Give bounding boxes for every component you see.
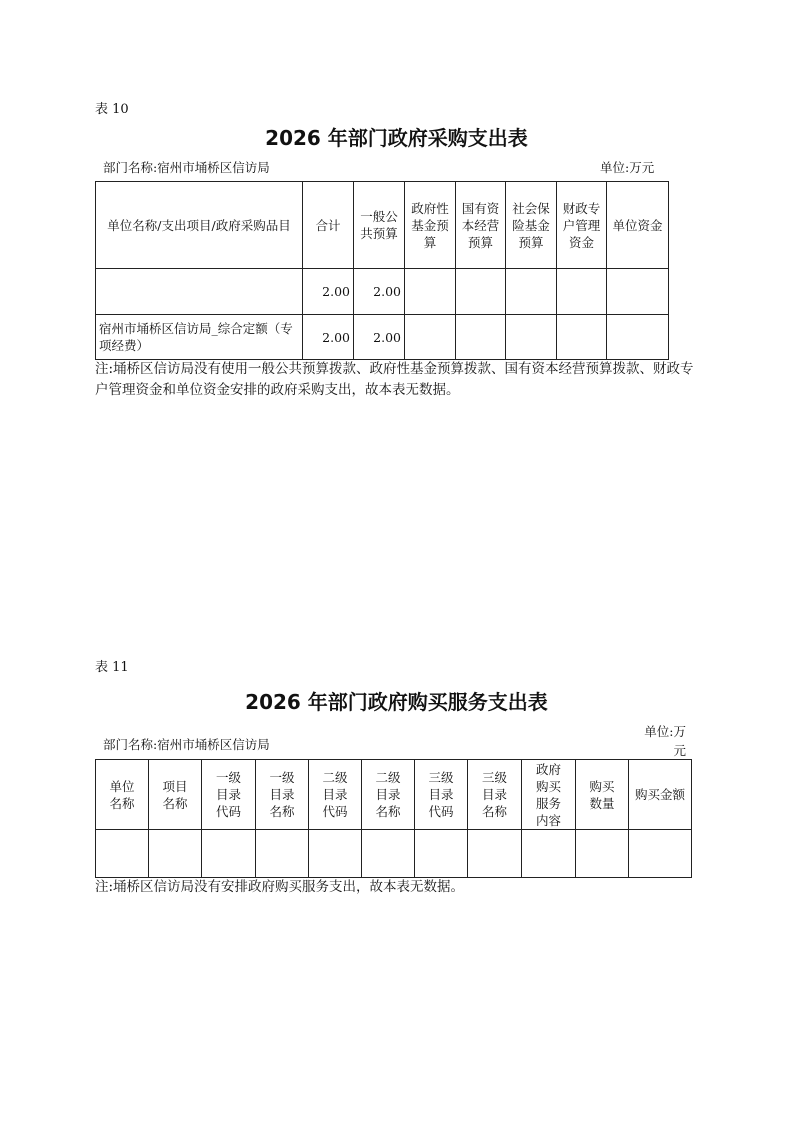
cell — [202, 830, 256, 878]
header-cell: 合计 — [303, 182, 354, 269]
table-row — [96, 269, 669, 315]
header-cell: 项目名称 — [149, 760, 202, 830]
header-cell: 国有资本经营预算 — [456, 182, 506, 269]
cell — [506, 315, 557, 360]
cell — [405, 315, 456, 360]
table10-unit: 单位:万元 — [600, 160, 655, 175]
header-cell: 购买数量 — [576, 760, 629, 830]
cell — [522, 830, 576, 878]
cell — [309, 830, 362, 878]
cell — [468, 830, 522, 878]
header-cell: 单位名称 — [96, 760, 149, 830]
cell: 2.00 — [354, 315, 405, 360]
header-cell: 单位资金 — [607, 182, 669, 269]
table10-note: 注:埇桥区信访局没有使用一般公共预算拨款、政府性基金预算拨款、国有资本经营预算拨款、财政专户管理资金和单位资金安排的政府采购支出，故本表无数据。 — [95, 361, 694, 398]
cell — [405, 269, 456, 315]
cell — [607, 315, 669, 360]
cell — [96, 830, 149, 878]
header-cell: 政府购买服务内容 — [522, 760, 576, 830]
cell — [576, 830, 629, 878]
table10-dept: 部门名称:宿州市埇桥区信访局 — [103, 160, 270, 175]
header-cell: 财政专户管理资金 — [557, 182, 607, 269]
header-cell: 社会保险基金预算 — [506, 182, 557, 269]
table11-label: 表 11 — [95, 660, 129, 675]
cell — [607, 269, 669, 315]
service-purchase-table — [95, 759, 692, 878]
header-cell: 单位名称/支出项目/政府采购品目 — [96, 182, 303, 269]
cell — [557, 269, 607, 315]
cell — [557, 315, 607, 360]
cell — [456, 269, 506, 315]
table-row — [96, 830, 692, 878]
table11-title: 2026 年部门政府购买服务支出表 — [245, 690, 548, 714]
header-cell: 三级目录名称 — [468, 760, 522, 830]
table11-dept: 部门名称:宿州市埇桥区信访局 — [103, 737, 270, 752]
header-cell: 一级目录名称 — [256, 760, 309, 830]
header-cell: 三级目录代码 — [415, 760, 468, 830]
table11-unit: 单位:万元 — [644, 724, 686, 758]
table-header-row — [96, 760, 692, 830]
header-cell: 一级目录代码 — [202, 760, 256, 830]
header-cell: 购买金额 — [629, 760, 692, 830]
cell — [506, 269, 557, 315]
cell: 2.00 — [303, 315, 354, 360]
cell — [415, 830, 468, 878]
cell: 2.00 — [354, 269, 405, 315]
cell: 2.00 — [303, 269, 354, 315]
table11-note: 注:埇桥区信访局没有安排政府购买服务支出，故本表无数据。 — [95, 879, 465, 895]
header-cell: 二级目录名称 — [362, 760, 415, 830]
cell — [456, 315, 506, 360]
header-cell: 政府性基金预算 — [405, 182, 456, 269]
cell — [96, 269, 303, 315]
cell — [256, 830, 309, 878]
table-header-row — [96, 182, 669, 269]
header-cell: 二级目录代码 — [309, 760, 362, 830]
cell — [362, 830, 415, 878]
table10-label: 表 10 — [95, 102, 129, 117]
cell — [149, 830, 202, 878]
procurement-table — [95, 181, 669, 360]
cell: 宿州市埇桥区信访局_综合定额（专项经费） — [96, 315, 303, 360]
cell — [629, 830, 692, 878]
header-cell: 一般公共预算 — [354, 182, 405, 269]
table10-title: 2026 年部门政府采购支出表 — [265, 126, 528, 150]
table-row — [96, 315, 669, 360]
